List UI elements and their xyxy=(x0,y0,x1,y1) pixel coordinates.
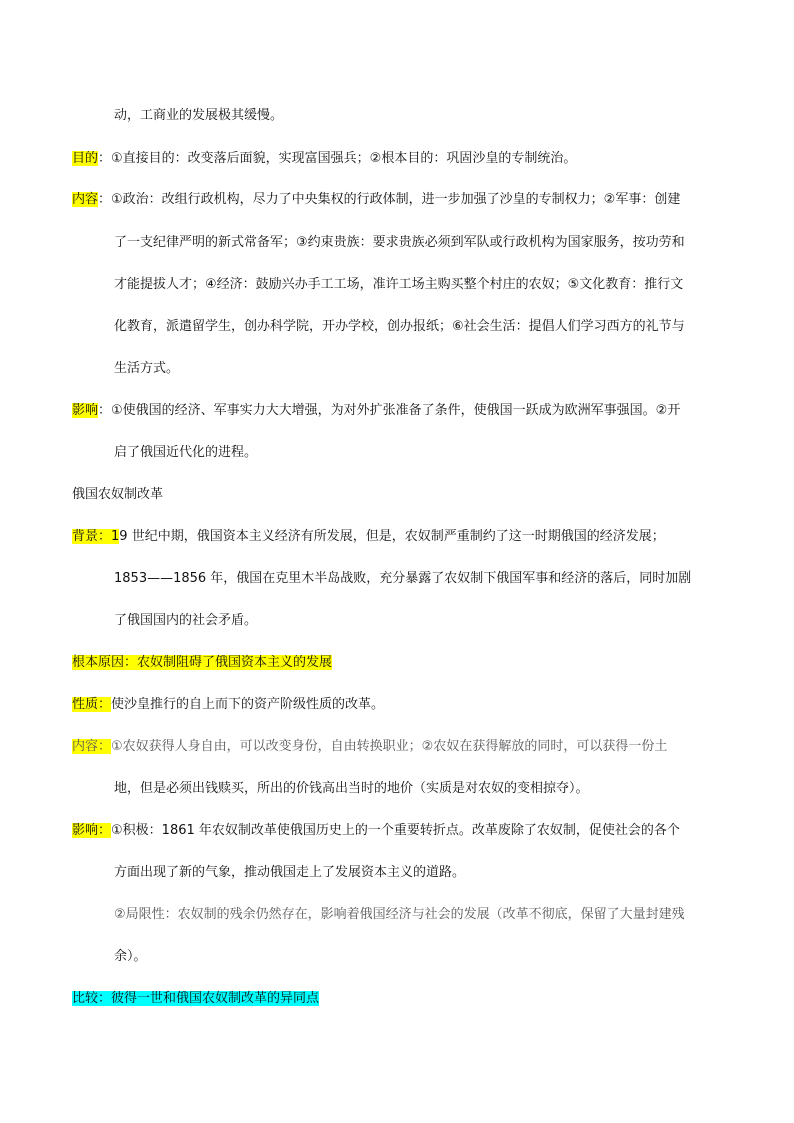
content-paragraph-first xyxy=(72,190,680,210)
comparison-line xyxy=(72,989,319,1009)
serf-impact-label: 影响： xyxy=(72,823,112,838)
serf-content-label: 内容： xyxy=(72,739,112,754)
background-line: 了俄国国内的社会矛盾。 xyxy=(114,613,258,628)
root-cause-line xyxy=(72,653,332,673)
impact-line: 启了俄国近代化的进程。 xyxy=(114,445,258,460)
background-line: 1853——1856 年，俄国在克里木半岛战败，充分暴露了农奴制下俄国军事和经济的落后，同时加剧 xyxy=(114,571,692,586)
impact-paragraph-first xyxy=(72,401,680,421)
content-line: ①政治：改组行政机构，尽力了中央集权的行政体制，进一步加强了沙皇的专制权力；②军事：创建 xyxy=(111,192,681,207)
serf-impact-line: ②局限性：农奴制的残余仍然存在，影响着俄国经济与社会的发展（改革不彻底，保留了大量封建残 xyxy=(114,907,685,922)
nature-paragraph xyxy=(72,695,384,715)
serf-impact-line: 方面出现了新的气象，推动俄国走上了发展资本主义的道路。 xyxy=(114,865,466,880)
root-cause: 根本原因：农奴制阻碍了俄国资本主义的发展 xyxy=(72,655,333,670)
purpose-label: 目的 xyxy=(72,151,99,166)
impact-line: ①使俄国的经济、军事实力大大增强，为对外扩张准备了条件，使俄国一跃成为欧洲军事强国。②开 xyxy=(111,403,681,418)
purpose-colon: ： xyxy=(98,151,112,166)
nature-text: 使沙皇推行的自上而下的资产阶级性质的改革。 xyxy=(111,697,385,712)
comparison-heading: 比较：彼得一世和俄国农奴制改革的异同点 xyxy=(72,991,320,1006)
serf-content-line: 地，但是必须出钱赎买，所出的价钱高出当时的地价（实质是对农奴的变相掠夺）。 xyxy=(114,781,589,796)
purpose-text: ①直接目的：改变落后面貌，实现富国强兵；②根本目的：巩固沙皇的专制统治。 xyxy=(111,151,577,166)
content-line: 了一支纪律严明的新式常备军；③约束贵族：要求贵族必须到军队或行政机构为国家服务，按功劳和 xyxy=(114,235,685,250)
purpose-paragraph xyxy=(72,149,576,169)
serf-content-paragraph-first xyxy=(72,737,667,757)
serf-impact-line: 余）。 xyxy=(114,949,147,964)
impact-colon: ： xyxy=(98,403,112,418)
background-first-char: 1 xyxy=(111,529,120,544)
serf-impact-paragraph-first xyxy=(72,821,680,841)
continuation-line: 动，工商业的发展极其缓慢。 xyxy=(114,108,284,123)
background-paragraph-first xyxy=(72,527,665,547)
content-line: 生活方式。 xyxy=(114,361,180,376)
serf-impact-line: ①积极：1861 年农奴制改革使俄国历史上的一个重要转折点。改革废除了农奴制，促使社会的各个 xyxy=(111,823,680,838)
section-title: 俄国农奴制改革 xyxy=(72,487,164,502)
serf-content-line: ①农奴获得人身自由，可以改变身份，自由转换职业；②农奴在获得解放的同时，可以获得一份土 xyxy=(111,739,668,754)
background-label: 背景： xyxy=(72,529,112,544)
content-colon: ： xyxy=(98,192,112,207)
content-line: 化教育，派遣留学生，创办科学院，开办学校，创办报纸；⑥社会生活：提倡人们学习西方的礼节与 xyxy=(114,319,685,334)
content-line: 才能提拔人才；④经济：鼓励兴办手工工场，准许工场主购买整个村庄的农奴；⑤文化教育：推行文 xyxy=(114,277,684,292)
impact-label: 影响 xyxy=(72,403,99,418)
background-line: 9 世纪中期，俄国资本主义经济有所发展，但是，农奴制严重制约了这一时期俄国的经济发展； xyxy=(119,529,665,544)
content-label: 内容 xyxy=(72,192,99,207)
nature-label: 性质： xyxy=(72,697,112,712)
